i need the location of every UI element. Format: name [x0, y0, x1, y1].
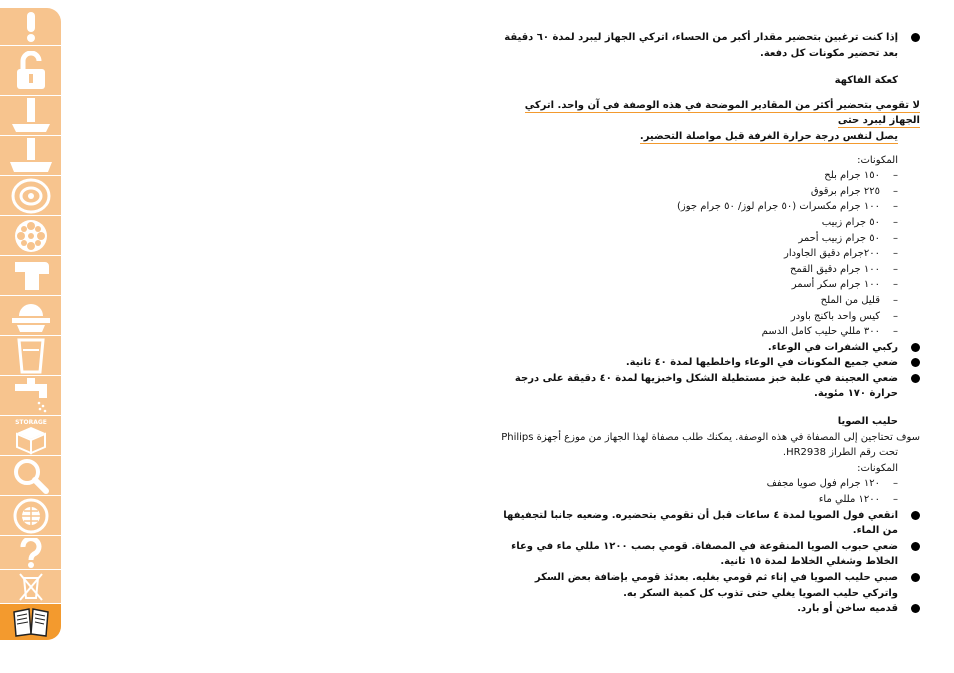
- cake-ingredients-label: المكونات:: [857, 154, 898, 166]
- list-item: – ١٥٠ جرام بلح: [500, 168, 920, 184]
- list-item: – ١٢٠ جرام فول صويا مجفف: [500, 476, 920, 492]
- step-item: ضعي حبوب الصويا المنقوعة في المصفاة. قومي بصب ١٢٠٠ مللي ماء في وعاء الخلاط وشغلي الخلاط لمدة ١٥ ثانية.: [500, 539, 920, 570]
- intro-step: إذا كنت ترغبين بتحضير مقدار أكبر من الحساء، اتركي الجهاز ليبرد لمدة ٦٠ دقيقة بعد تحضير مكونات كل دفعة.: [500, 30, 920, 61]
- soy-ingredients-label: المكونات:: [857, 462, 898, 474]
- cake-ingredients-list: [500, 168, 920, 340]
- chapter-tab-strip: [0, 8, 61, 640]
- list-item: – ٢٢٥ جرام برقوق: [500, 184, 920, 200]
- tab-blender-whisk[interactable]: [0, 136, 61, 176]
- cake-steps: [500, 340, 920, 402]
- soy-note-line2: تحت رقم الطراز HR2938.: [782, 447, 898, 459]
- recipe-page: [500, 30, 920, 617]
- list-item: – قليل من الملح: [500, 293, 920, 309]
- list-item: – كيس واحد باكنج باودر: [500, 309, 920, 325]
- list-item: – ٥٠ جرام زبيب: [500, 215, 920, 231]
- slicer-disc-icon: [12, 218, 50, 254]
- list-item: – ٢٠٠جرام دقيق الجاودار: [500, 246, 920, 262]
- blender-whisk-icon: [8, 138, 54, 174]
- step-item: انقعي فول الصويا لمدة ٤ ساعات قبل أن تقومي بتحضيره. وضعيه جانبا لتجفيفها من الماء.: [500, 508, 920, 539]
- soy-title: حليب الصويا: [837, 416, 898, 428]
- warning-exclamation-icon: [21, 11, 41, 43]
- svg-text:STORAGE: STORAGE: [14, 418, 47, 426]
- chopper-icon: [11, 258, 51, 294]
- tab-beaker-jug[interactable]: [0, 336, 61, 376]
- step-item: قدميه ساخن أو بارد.: [500, 601, 920, 617]
- list-item: – ١٠٠ جرام سكر أسمر: [500, 277, 920, 293]
- list-item: – ١٠٠ جرام مكسرات (٥٠ جرام لوز/ ٥٠ جرام جوز): [500, 199, 920, 215]
- beaker-jug-icon: [13, 338, 49, 374]
- tap-cleaning-icon: [9, 378, 53, 414]
- list-item: – ١٠٠ جرام دقيق القمح: [500, 262, 920, 278]
- tab-troubleshooting[interactable]: [0, 456, 61, 496]
- tab-warning[interactable]: [0, 8, 61, 46]
- tab-citrus-press[interactable]: [0, 296, 61, 336]
- cake-title: كعكة الفاكهة: [834, 75, 898, 87]
- tab-chopper[interactable]: [0, 256, 61, 296]
- step-item: ضعي جميع المكونات في الوعاء واخلطيها لمدة ٤٠ ثانية.: [500, 355, 920, 371]
- list-item: – ١٢٠٠ مللي ماء: [500, 492, 920, 508]
- step-item: ركبي الشفرات في الوعاء.: [500, 340, 920, 356]
- cake-warning-line2: يصل لنفس درجة حرارة الغرفة قبل مواصلة التحضير.: [639, 130, 898, 142]
- blender-stick-icon: [8, 98, 54, 134]
- magnifier-icon: [11, 458, 51, 494]
- tab-cleaning-tap[interactable]: [0, 376, 61, 416]
- grater-disc-icon: [11, 178, 51, 214]
- question-mark-icon: [20, 538, 42, 568]
- soy-ingredients-list: [500, 476, 920, 507]
- tab-recipes[interactable]: [0, 604, 61, 640]
- citrus-press-icon: [9, 298, 53, 334]
- tab-grater-disc[interactable]: [0, 176, 61, 216]
- step-item: صبي حليب الصويا في إناء ثم قومي بغليه. بعدئذ قومي بإضافة بعض السكر واتركي حليب الصويا يغلي حتى تذوب كل كمية السكر به.: [500, 570, 920, 601]
- tab-environment[interactable]: [0, 570, 61, 604]
- tab-guarantee[interactable]: [0, 496, 61, 536]
- step-item: ضعي العجينة في علبة خبز مستطيلة الشكل واخبزيها لمدة ٤٠ دقيقة على درجة حرارة ١٧٠ مئوية.: [500, 371, 920, 402]
- soy-note-line1: سوف تحتاجين إلى المصفاة في هذه الوصفة. يمكنك طلب مصفاة لهذا الجهاز من موزع أجهزة Philips: [501, 431, 920, 443]
- cake-warning: [500, 98, 920, 145]
- recipe-book-icon: [11, 606, 51, 638]
- globe-guarantee-icon: [11, 498, 51, 534]
- disposal-bin-icon: [18, 572, 44, 602]
- soy-note: [500, 430, 920, 461]
- list-item: – ٣٠٠ مللي حليب كامل الدسم: [500, 324, 920, 340]
- tab-questions[interactable]: [0, 536, 61, 570]
- tab-storage[interactable]: [0, 416, 61, 456]
- tab-slicer-disc[interactable]: [0, 216, 61, 256]
- tab-blender-stick[interactable]: [0, 96, 61, 136]
- soy-steps: [500, 508, 920, 617]
- tab-unlock[interactable]: [0, 46, 61, 96]
- unlock-padlock-icon: [13, 51, 49, 91]
- list-item: – ٥٠ جرام زبيب أحمر: [500, 231, 920, 247]
- storage-box-icon: [9, 417, 53, 455]
- cake-warning-line1: لا تقومي بتحضير أكثر من المقادير الموضحة في هذه الوصفة في آن واحد. اتركي الجهاز ليبرد حتى: [524, 99, 920, 127]
